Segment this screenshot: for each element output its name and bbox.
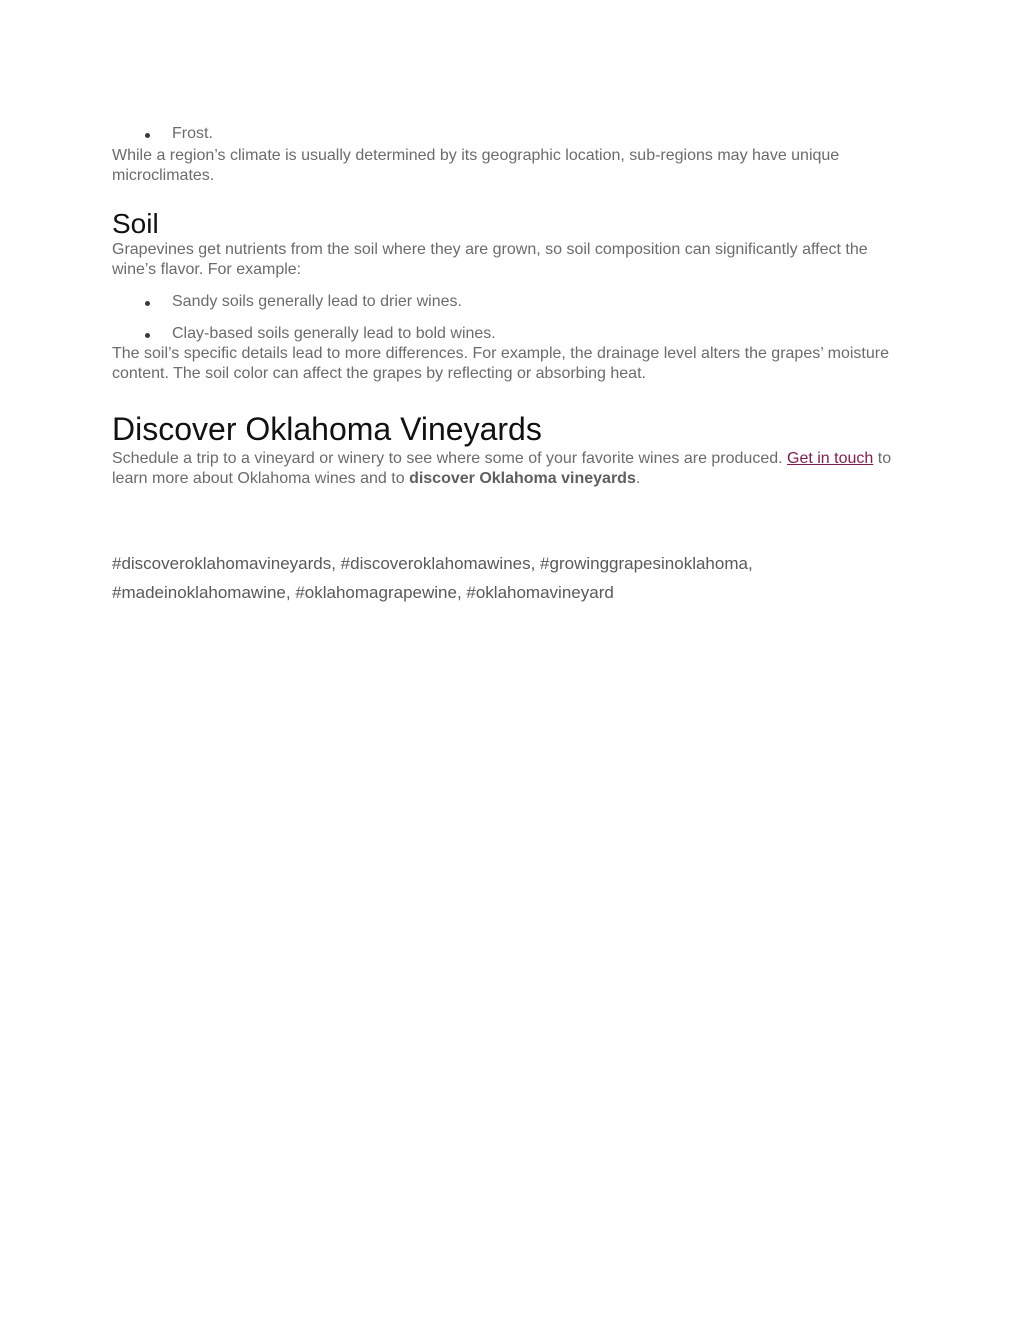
list-item-text: Frost. [172, 125, 213, 142]
soil-heading: Soil [112, 208, 159, 239]
discover-text-start: Schedule a trip to a vineyard or winery to see where some of your favorite wines are produced. [112, 450, 788, 467]
discover-text-middle: to learn more about Oklahoma wines and to [112, 450, 892, 487]
discover-heading: Discover Oklahoma Vineyards [112, 411, 542, 447]
soil-bullet-list [112, 292, 912, 344]
bullet-icon [145, 301, 150, 306]
bullet-icon [145, 133, 150, 138]
climate-bullet-list [112, 124, 912, 144]
bullet-icon [145, 333, 150, 338]
list-item-text: Clay-based soils generally lead to bold wines. [172, 325, 496, 342]
soil-paragraph: The soil’s specific details lead to more differences. For example, the drainage level alters the grapes’ moisture content. The soil color can affect the grapes by reflecting or absorbing heat. [112, 345, 889, 382]
discover-paragraph [112, 449, 912, 489]
list-item [112, 292, 912, 312]
hashtags-paragraph: #discoveroklahomavineyards, #discoveroklahomawines, #growinggrapesinoklahoma, #madeinoklahomawine, #oklahomagrapewine, #oklahomavineyard [112, 554, 753, 602]
list-item-text: Sandy soils generally lead to drier wines. [172, 293, 462, 310]
document-page [112, 124, 912, 607]
list-item [112, 124, 912, 144]
list-item [112, 324, 912, 344]
climate-paragraph: While a region’s climate is usually determined by its geographic location, sub-regions may have unique microclimates. [112, 147, 840, 184]
get-in-touch-link[interactable]: Get in touch [787, 450, 874, 467]
discover-text-end: . [635, 470, 641, 487]
soil-intro-paragraph: Grapevines get nutrients from the soil where they are grown, so soil composition can significantly affect the wine’s flavor. For example: [112, 241, 868, 278]
discover-bold-text: discover Oklahoma vineyards [409, 470, 636, 487]
